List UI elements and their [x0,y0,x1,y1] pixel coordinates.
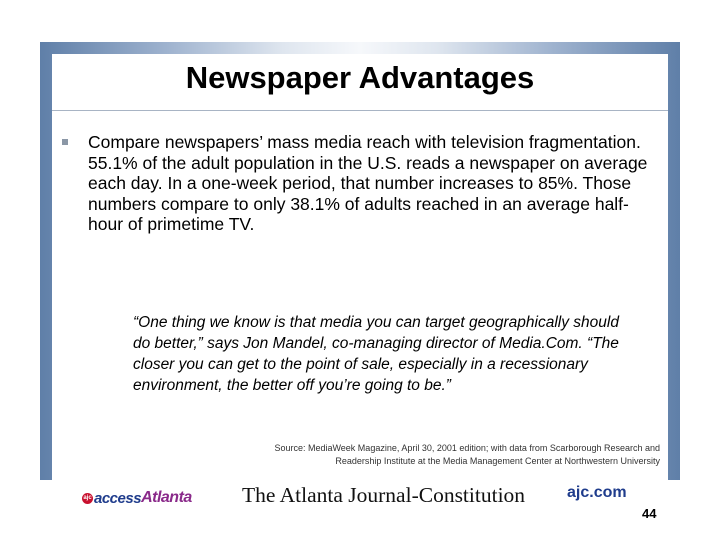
title-divider [52,110,668,111]
ajc-dot-icon: ajc [82,493,93,504]
access-word: access [94,489,142,507]
slide-title: Newspaper Advantages [185,60,535,95]
bullet-square-icon [62,139,68,145]
ajc-newspaper-logo: The Atlanta Journal-Constitution [242,483,526,507]
source-line-1: Source: MediaWeek Magazine, April 30, 2001 edition; with data from Scarborough Research and [274,443,660,453]
quote-text: “One thing we know is that media you can target geographically should do better,” says Jon Mandel, co-managing director of Media.Com. “The closer you can get to the point of sale, especially in a recessionary environment, the better off you’re going to be.” [133,314,619,394]
page-number: 44 [642,506,657,521]
source-line-2: Readership Institute at the Media Management Center at Northwestern University [335,456,660,466]
ajc-com-logo: ajc.com [567,484,627,501]
access-atlanta-logo [82,484,192,512]
source-citation [180,442,660,468]
atlanta-word: Atlanta [141,489,192,506]
slide-panel [52,54,668,480]
bullet-text: Compare newspapers’ mass media reach with television fragmentation. 55.1% of the adult population in the U.S. reads a newspaper on average each day. In a one-week period, that number increases to 85%. Those numbers compare to only 38.1% of adults reached in an average half-hour of primetime TV. [88,132,648,234]
